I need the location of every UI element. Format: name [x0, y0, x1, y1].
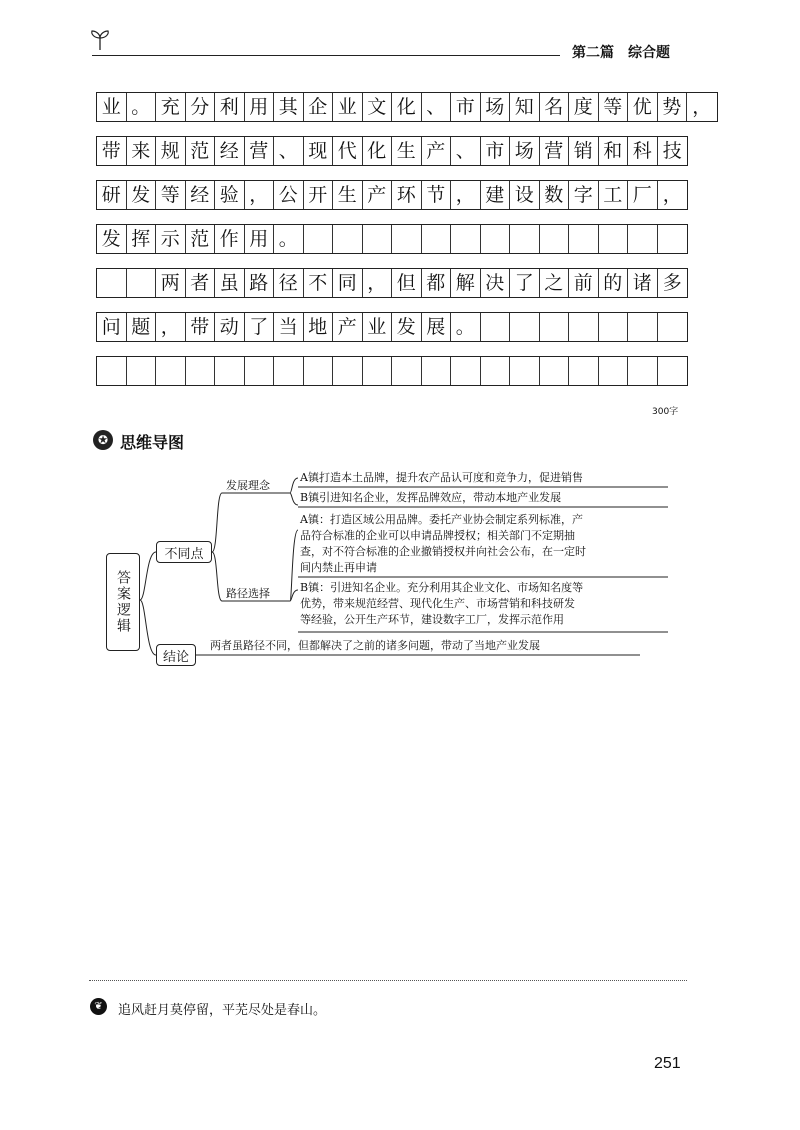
grid-cell: 产	[422, 137, 452, 165]
grid-cell: 带	[97, 137, 127, 165]
grid-cell: 产	[363, 181, 393, 209]
grid-cell: 现	[304, 137, 334, 165]
grid-cell: 经	[186, 181, 216, 209]
grid-cell: 范	[186, 225, 216, 253]
grid-cell: ，	[363, 269, 393, 297]
grid-cell: 范	[186, 137, 216, 165]
mindmap-difference-node: 不同点	[156, 541, 212, 563]
grid-cell: 。	[127, 93, 157, 121]
grid-cell: 和	[599, 137, 629, 165]
path-a-line: 品符合标准的企业可以申请品牌授权；相关部门不定期抽	[300, 529, 575, 542]
grid-cell: 研	[97, 181, 127, 209]
footer-rule	[89, 980, 687, 981]
grid-cell: 问	[97, 313, 127, 341]
grid-cell: 发	[127, 181, 157, 209]
grid-cell: 技	[662, 139, 682, 162]
grid-cell: 两	[156, 269, 186, 297]
grid-cell: ，	[156, 313, 186, 341]
grid-cell: 解	[451, 269, 481, 297]
grid-cell: 地	[304, 313, 334, 341]
page-number: 251	[654, 1055, 681, 1072]
grid-cell: 度	[569, 93, 599, 121]
grid-cell: 数	[540, 181, 570, 209]
grid-cell: 化	[392, 93, 422, 121]
mindmap-root: 答案逻辑	[106, 553, 140, 651]
grid-cell: 了	[510, 269, 540, 297]
mindmap-title: 思维导图	[120, 433, 185, 452]
path-a-line: 查，对不符合标准的企业撤销授权并向社会公布，在一定时	[300, 545, 586, 558]
grid-cell: 题	[127, 313, 157, 341]
grid-cell: 市	[451, 93, 481, 121]
grid-cell: 企	[304, 93, 334, 121]
grid-cell: 但	[392, 269, 422, 297]
grid-cell: 用	[245, 225, 275, 253]
grid-cell: 化	[363, 137, 393, 165]
grid-cell: 。	[274, 225, 304, 253]
grid-cell: 发	[97, 225, 127, 253]
grid-cell: 生	[392, 137, 422, 165]
word-count-label: 300字	[652, 407, 679, 417]
grid-cell: 代	[333, 137, 363, 165]
grid-cell: 节	[422, 181, 452, 209]
grid-cell: 设	[510, 181, 540, 209]
path-label: 路径选择	[226, 587, 270, 600]
grid-cell: 开	[304, 181, 334, 209]
grid-cell: 验	[215, 181, 245, 209]
star-badge-icon: ✪	[93, 430, 113, 450]
grid-cell: 建	[481, 181, 511, 209]
grid-cell: 市	[481, 137, 511, 165]
grid-cell: 带	[186, 313, 216, 341]
grid-cell: 多	[662, 271, 682, 294]
grid-cell: ，	[451, 181, 481, 209]
grid-cell: 径	[274, 269, 304, 297]
grid-cell: 同	[333, 269, 363, 297]
grid-cell: 者	[186, 269, 216, 297]
grid-cell: 展	[422, 313, 452, 341]
footer-quote: 追风赶月莫停留，平芜尽处是春山。	[118, 1003, 327, 1018]
grid-cell: 生	[333, 181, 363, 209]
concept-b-text: B镇引进知名企业，发挥品牌效应，带动本地产业发展	[300, 491, 562, 504]
grid-cell: 等	[156, 181, 186, 209]
grid-cell: 名	[540, 93, 570, 121]
grid-cell: ，	[662, 183, 682, 206]
grid-cell: 场	[481, 93, 511, 121]
grid-cell: 销	[569, 137, 599, 165]
grid-cell: 场	[510, 137, 540, 165]
grid-cell: 工	[599, 181, 629, 209]
grid-cell: 优	[628, 93, 658, 121]
grid-cell: 前	[569, 269, 599, 297]
grid-cell: 经	[215, 137, 245, 165]
grid-cell: 充	[156, 93, 186, 121]
grid-cell: 公	[274, 181, 304, 209]
grid-cell: 发	[392, 313, 422, 341]
section-title: 第二篇 综合题	[572, 45, 670, 61]
grid-cell: 利	[215, 93, 245, 121]
grid-cell: 等	[599, 93, 629, 121]
conclusion-text: 两者虽路径不同，但都解决了之前的诸多问题，带动了当地产业发展	[210, 639, 540, 652]
sprout-icon: ❦	[90, 998, 107, 1015]
grid-cell: 来	[127, 137, 157, 165]
grid-cell: 路	[245, 269, 275, 297]
grid-cell: 当	[274, 313, 304, 341]
grid-cell: 。	[451, 313, 481, 341]
concept-a-text: A镇打造本土品牌，提升农产品认可度和竞争力，促进销售	[300, 471, 583, 484]
grid-cell: 厂	[628, 181, 658, 209]
grid-cell: 文	[363, 93, 393, 121]
path-b-line: 等经验，公开生产环节，建设数字工厂，发挥示范作用	[300, 613, 564, 626]
grid-cell: 字	[569, 181, 599, 209]
grid-cell: 不	[304, 269, 334, 297]
grid-cell: 了	[245, 313, 275, 341]
path-a-text	[300, 512, 586, 576]
path-b-line: 优势，带来规范经营、现代化生产、市场营销和科技研发	[300, 597, 575, 610]
grid-cell: 诸	[628, 269, 658, 297]
grid-cell: 业	[363, 313, 393, 341]
grid-cell: ，	[245, 181, 275, 209]
grid-cell: 之	[540, 269, 570, 297]
grid-cell: 产	[333, 313, 363, 341]
grid-cell: 营	[540, 137, 570, 165]
grid-cell: 环	[392, 181, 422, 209]
grid-cell: 业	[97, 93, 127, 121]
grid-cell: 营	[245, 137, 275, 165]
concept-label: 发展理念	[226, 479, 270, 492]
grid-cell: 分	[186, 93, 216, 121]
grid-cell: 动	[215, 313, 245, 341]
grid-cell: 用	[245, 93, 275, 121]
path-a-line: 间内禁止再申请	[300, 561, 377, 574]
grid-cell: 科	[628, 137, 658, 165]
path-b-text	[300, 580, 583, 628]
path-a-line: A镇：打造区域公用品牌。委托产业协会制定系列标准，产	[300, 513, 583, 526]
grid-cell: 其	[274, 93, 304, 121]
grid-cell: 决	[481, 269, 511, 297]
mindmap-conclusion-node: 结论	[156, 644, 196, 666]
grid-cell: 业	[333, 93, 363, 121]
grid-cell: 规	[156, 137, 186, 165]
grid-cell: 挥	[127, 225, 157, 253]
grid-cell: 的	[599, 269, 629, 297]
grid-cell: 都	[422, 269, 452, 297]
grid-cell: 虽	[215, 269, 245, 297]
grid-cell: 势	[658, 93, 688, 121]
grid-cell: 知	[510, 93, 540, 121]
grid-cell: 、	[451, 137, 481, 165]
grid-cell: 、	[274, 137, 304, 165]
grid-cell: ，	[692, 95, 712, 118]
grid-cell: 示	[156, 225, 186, 253]
path-b-line: B镇：引进知名企业。充分利用其企业文化、市场知名度等	[300, 581, 584, 594]
grid-cell: 作	[215, 225, 245, 253]
grid-cell: 、	[422, 93, 452, 121]
